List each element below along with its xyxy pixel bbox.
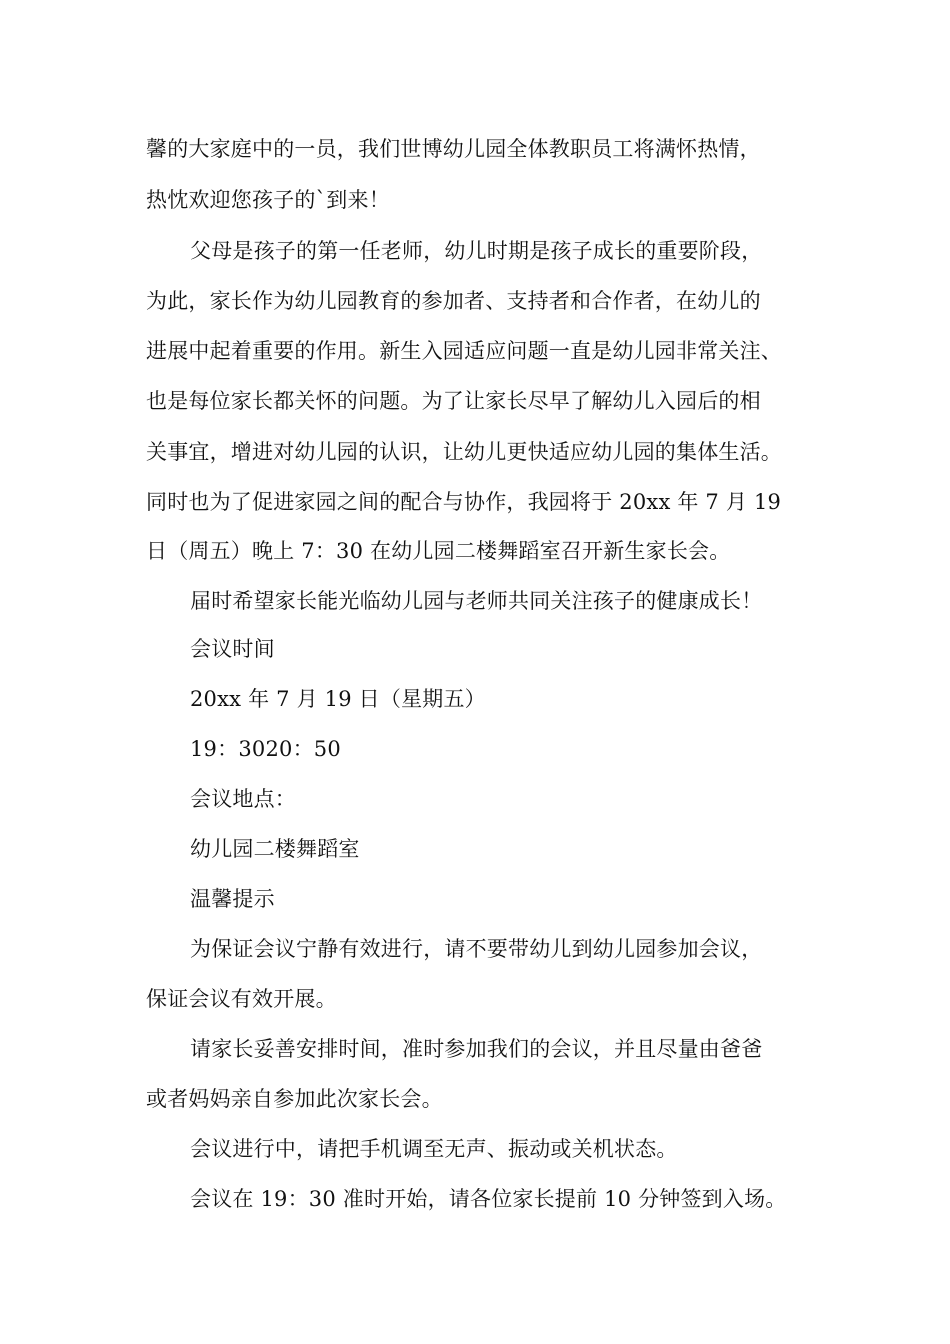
- paragraph-line: 也是每位家长都关怀的问题。为了让家长尽早了解幼儿入园后的相: [146, 389, 761, 413]
- paragraph-line: 会议进行中，请把手机调至无声、振动或关机状态。: [190, 1137, 678, 1161]
- paragraph-line: 日（周五）晚上 7：30 在幼儿园二楼舞蹈室召开新生家长会。: [146, 539, 731, 563]
- paragraph-line: 届时希望家长能光临幼儿园与老师共同关注孩子的健康成长！: [190, 589, 763, 613]
- meeting-time: 19：3020：50: [190, 737, 341, 761]
- meeting-date: 20xx 年 7 月 19 日（星期五）: [190, 687, 486, 711]
- paragraph-line: 父母是孩子的第一任老师，幼儿时期是孩子成长的重要阶段，: [190, 239, 763, 263]
- paragraph-line: 同时也为了促进家园之间的配合与协作，我园将于 20xx 年 7 月 19: [146, 490, 782, 514]
- paragraph-line: 馨的大家庭中的一员，我们世博幼儿园全体教职员工将满怀热情，: [146, 137, 761, 161]
- paragraph-line: 请家长妥善安排时间，准时参加我们的会议，并且尽量由爸爸: [190, 1037, 763, 1061]
- paragraph-line: 或者妈妈亲自参加此次家长会。: [146, 1087, 443, 1111]
- section-heading: 会议时间: [190, 637, 275, 661]
- paragraph-line: 保证会议有效开展。: [146, 987, 337, 1011]
- paragraph-line: 为此，家长作为幼儿园教育的参加者、支持者和合作者，在幼儿的: [146, 289, 761, 313]
- paragraph-line: 会议在 19：30 准时开始，请各位家长提前 10 分钟签到入场。: [190, 1187, 787, 1211]
- paragraph-line: 为保证会议宁静有效进行，请不要带幼儿到幼儿园参加会议，: [190, 937, 763, 961]
- paragraph-line: 热忱欢迎您孩子的`到来！: [146, 188, 390, 212]
- meeting-location: 幼儿园二楼舞蹈室: [190, 837, 360, 861]
- paragraph-line: 关事宜，增进对幼儿园的认识，让幼儿更快适应幼儿园的集体生活。: [146, 440, 782, 464]
- paragraph-line: 进展中起着重要的作用。新生入园适应问题一直是幼儿园非常关注、: [146, 339, 782, 363]
- section-heading: 会议地点：: [190, 787, 296, 811]
- section-heading: 温馨提示: [190, 887, 275, 911]
